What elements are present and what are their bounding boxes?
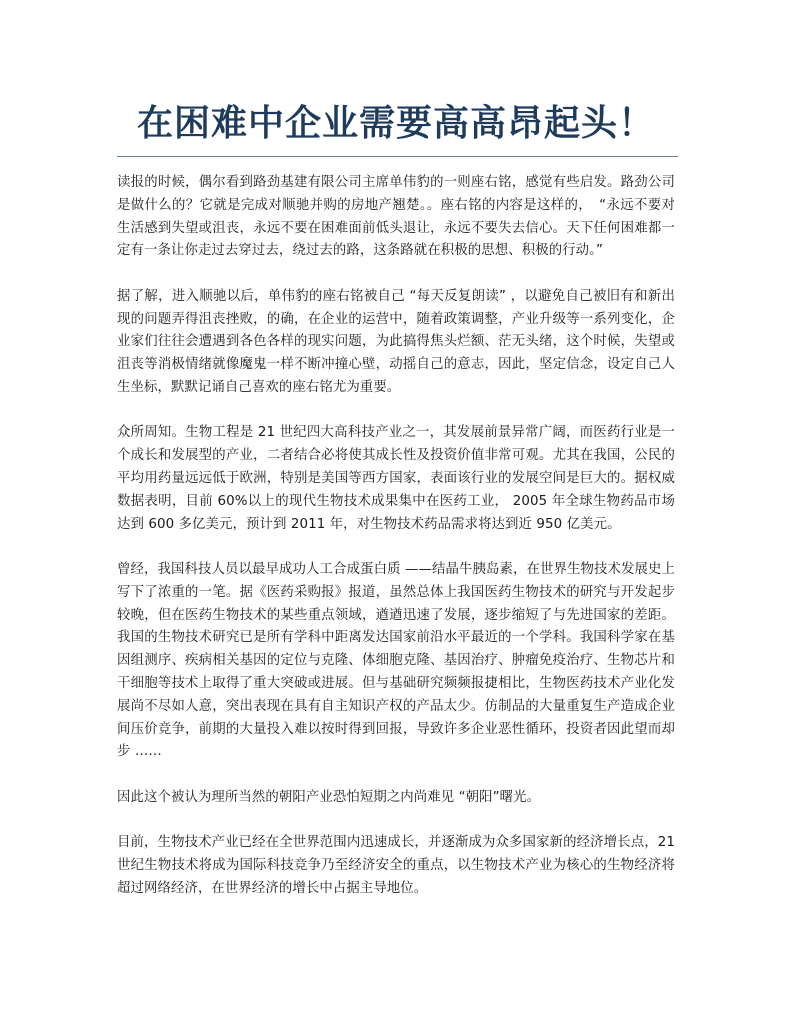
paragraph-6: 目前，生物技术产业已经在全世界范围内迅速成长，并逐渐成为众多国家新的经济增长点，21 世纪生物技术将成为国际科技竞争乃至经济安全的重点，以生物技术产业为核心的生物经济将超过网络经济，在世界经济的增长中占据主导地位。 bbox=[117, 835, 675, 896]
paragraph-3: 众所周知。生物工程是 21 世纪四大高科技产业之一，其发展前景异常广阔，而医药行业是一个成长和发展型的产业，二者结合必将使其成长性及投资价值非常可观。尤其在我国，公民的平均用药量远远低于欧洲，特别是美国等西方国家，表面该行业的发展空间是巨大的。据权威数据表明，目前 60%以上的现代生物技术成果集中在医药工业， 2005 年全球生物药品市场达到 600 多亿美元，预计到 2011 年，对生物技术药品需求将达到近 950 亿美元。 bbox=[117, 425, 675, 532]
paragraph-1: 读报的时候，偶尔看到路劲基建有限公司主席单伟豹的一则座右铭，感觉有些启发。路劲公司是做什么的？它就是完成对顺驰并购的房地产翘楚。。座右铭的内容是这样的， “永远不要对生活感到失望或沮丧，永远不要在困难面前低头退让，永远不要失去信心。天下任何困难都一定有一条让你走过去穿过去，绕过去的路，这条路就在积极的思想、积极的行动。” bbox=[117, 175, 675, 259]
article-body bbox=[117, 172, 675, 923]
paragraph-2: 据了解，进入顺驰以后，单伟豹的座右铭被自己 “每天反复朗读” ，以避免自己被旧有和新出现的问题弄得沮丧挫败，的确，在企业的运营中，随着政策调整，产业升级等一系列变化，企业家们往往会遭遇到各色各样的现实问题，为此搞得焦头烂额、茫无头绪，这个时候，失望或沮丧等消极情绪就像魔鬼一样不断冲撞心壁，动摇自己的意志，因此，坚定信念，设定自己人生坐标，默默记诵自己喜欢的座右铭尤为重要。 bbox=[117, 288, 675, 395]
title-divider bbox=[117, 156, 678, 157]
paragraph-5: 因此这个被认为理所当然的朝阳产业恐怕短期之内尚难见 “朝阳”曙光。 bbox=[117, 789, 541, 805]
paragraph-4: 曾经，我国科技人员以最早成功人工合成蛋白质 ——结晶牛胰岛素，在世界生物技术发展史上写下了浓重的一笔。据《医药采购报》报道，虽然总体上我国医药生物技术的研究与开发起步较晚，但在医药生物技术的某些重点领域，遒遒迅速了发展，逐步缩短了与先进国家的差距。我国的生物技术研究已是所有学科中距离发达国家前沿水平最近的一个学科。我国科学家在基因组测序、疾病相关基因的定位与克隆、体细胞克隆、基因治疗、肿瘤免疫治疗、生物芯片和干细胞等技术上取得了重大突破或进展。但与基础研究频频报捷相比，生物医药技术产业化发展尚不尽如人意，突出表现在具有自主知识产权的产品太少。仿制品的大量重复生产造成企业间压价竞争，前期的大量投入难以按时得到回报，导致许多企业恶性循环，投资者因此望而却步 …… bbox=[117, 561, 675, 760]
page-title: 在困难中企业需要高高昂起头！ bbox=[136, 103, 655, 144]
